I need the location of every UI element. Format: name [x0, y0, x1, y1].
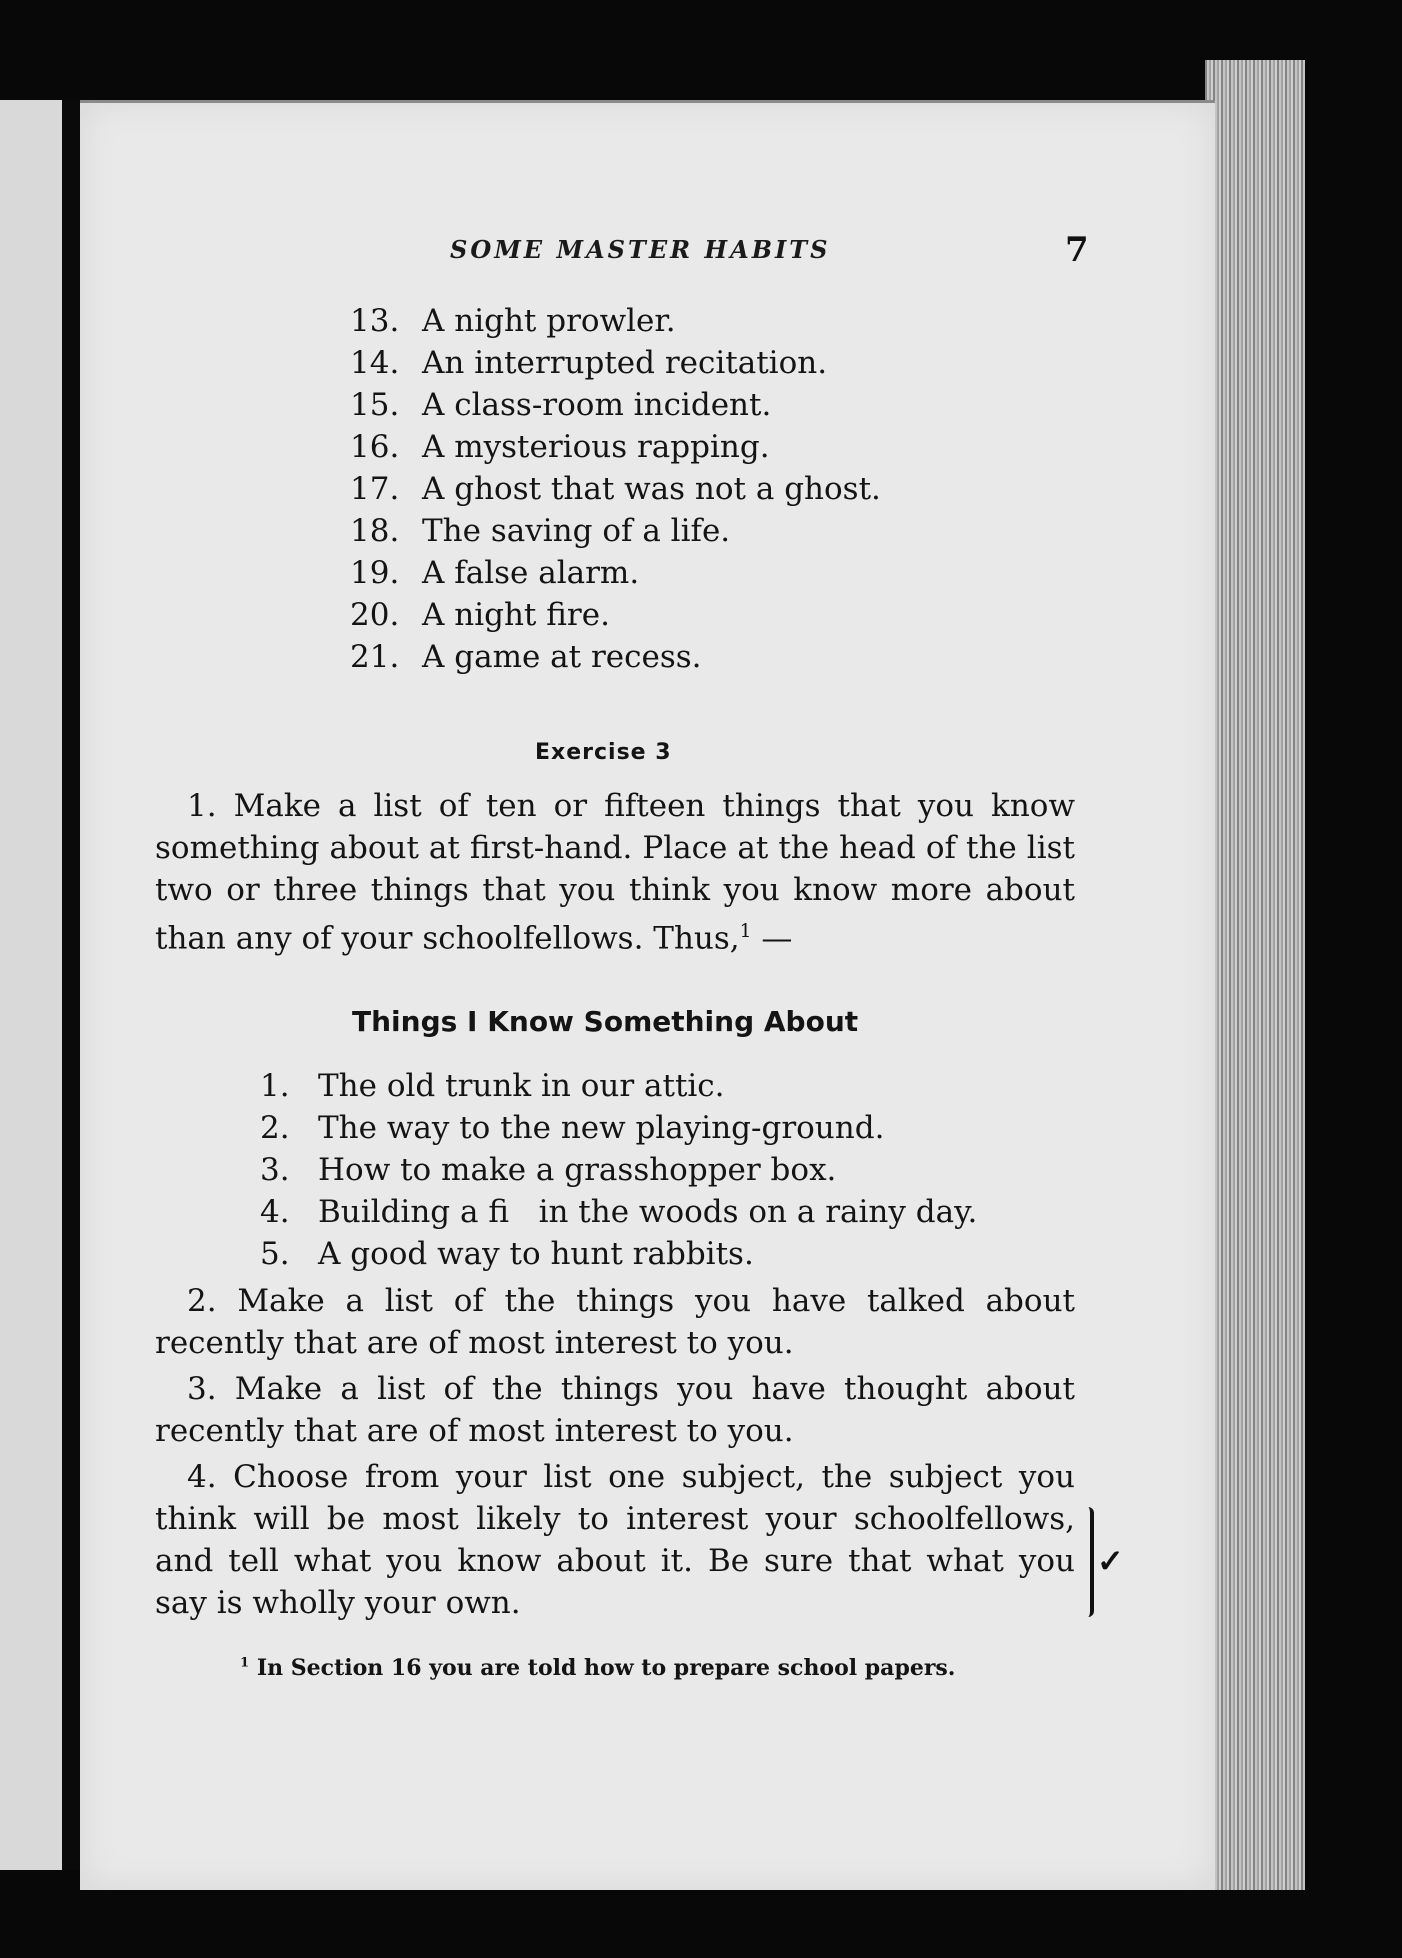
list-item — [350, 510, 1050, 552]
item-number: 16. — [350, 429, 400, 465]
list-item — [260, 1149, 1060, 1191]
list-item — [260, 1107, 1060, 1149]
footnote-ref: 1 — [739, 921, 752, 942]
item-text: A mysterious rapping. — [422, 429, 770, 465]
item-text: A class-room incident. — [422, 387, 772, 423]
facing-page-edge — [0, 100, 70, 1870]
list-item — [350, 300, 1050, 342]
sub-heading: Things I Know Something About — [352, 1005, 859, 1038]
known-list — [260, 1065, 1060, 1275]
list-item — [260, 1065, 1060, 1107]
book-page — [80, 100, 1215, 1890]
list-item — [260, 1233, 1060, 1275]
list-item — [350, 342, 1050, 384]
item-number: 15. — [350, 387, 400, 423]
item-number: 2. — [260, 1110, 290, 1146]
item-number: 21. — [350, 639, 400, 675]
list-item — [350, 594, 1050, 636]
running-head: SOME MASTER HABITS — [450, 235, 831, 264]
item-number: 14. — [350, 345, 400, 381]
margin-bracket — [1081, 1507, 1094, 1617]
book-gutter — [62, 100, 80, 1870]
item-number: 20. — [350, 597, 400, 633]
item-text: The saving of a life. — [422, 513, 731, 549]
check-mark-icon: ✓ — [1097, 1542, 1124, 1580]
item-text: A false alarm. — [422, 555, 640, 591]
item-text: Building a fi in the woods on a rainy day. — [318, 1194, 978, 1230]
exercise-title: Exercise 3 — [535, 740, 672, 765]
list-item — [350, 552, 1050, 594]
item-number: 17. — [350, 471, 400, 507]
item-number: 18. — [350, 513, 400, 549]
item-number: 4. — [260, 1194, 290, 1230]
item-number: 19. — [350, 555, 400, 591]
item-text: The old trunk in our attic. — [318, 1068, 725, 1104]
item-text: An interrupted recitation. — [422, 345, 828, 381]
item-number: 1. — [260, 1068, 290, 1104]
page-stack-edge — [1205, 60, 1305, 1890]
footnote — [240, 1655, 1040, 1681]
paragraph-tail: — — [751, 920, 793, 957]
topic-list — [350, 300, 1050, 678]
top-rule — [80, 100, 1215, 103]
list-item — [350, 468, 1050, 510]
item-text: The way to the new playing-ground. — [318, 1110, 885, 1146]
item-text: How to make a grasshopper box. — [318, 1152, 837, 1188]
item-text: A good way to hunt rabbits. — [318, 1236, 754, 1272]
item-text: A night prowler. — [422, 303, 676, 339]
footnote-marker: 1 — [240, 1655, 250, 1671]
list-item — [260, 1191, 1060, 1233]
item-text: A game at recess. — [422, 639, 702, 675]
list-item — [350, 426, 1050, 468]
exercise-paragraph-2: 2. Make a list of the things you have talked about recently that are of most interest to you. — [155, 1283, 1075, 1361]
item-number: 5. — [260, 1236, 290, 1272]
item-number: 13. — [350, 303, 400, 339]
paragraph-text: 1. Make a list of ten or fifteen things that you know something about at first-hand. Place at the head of the list two or three things that you think you know more about than any of your schoolfellows. Thus, — [155, 788, 1075, 957]
list-item — [350, 636, 1050, 678]
item-text: A night fire. — [422, 597, 610, 633]
footnote-text: In Section 16 you are told how to prepare school papers. — [249, 1655, 956, 1681]
exercise-paragraph-1 — [155, 785, 1075, 959]
item-number: 3. — [260, 1152, 290, 1188]
item-text: A ghost that was not a ghost. — [422, 471, 881, 507]
exercise-paragraph-4: 4. Choose from your list one subject, the subject you think will be most likely to interest your schoolfellows, and tell what you know about it. Be sure that what you say is wholly your own. — [155, 1459, 1075, 1621]
list-item — [350, 384, 1050, 426]
exercise-paragraph-3: 3. Make a list of the things you have thought about recently that are of most interest to you. — [155, 1371, 1075, 1449]
page-number: 7 — [1065, 230, 1089, 270]
